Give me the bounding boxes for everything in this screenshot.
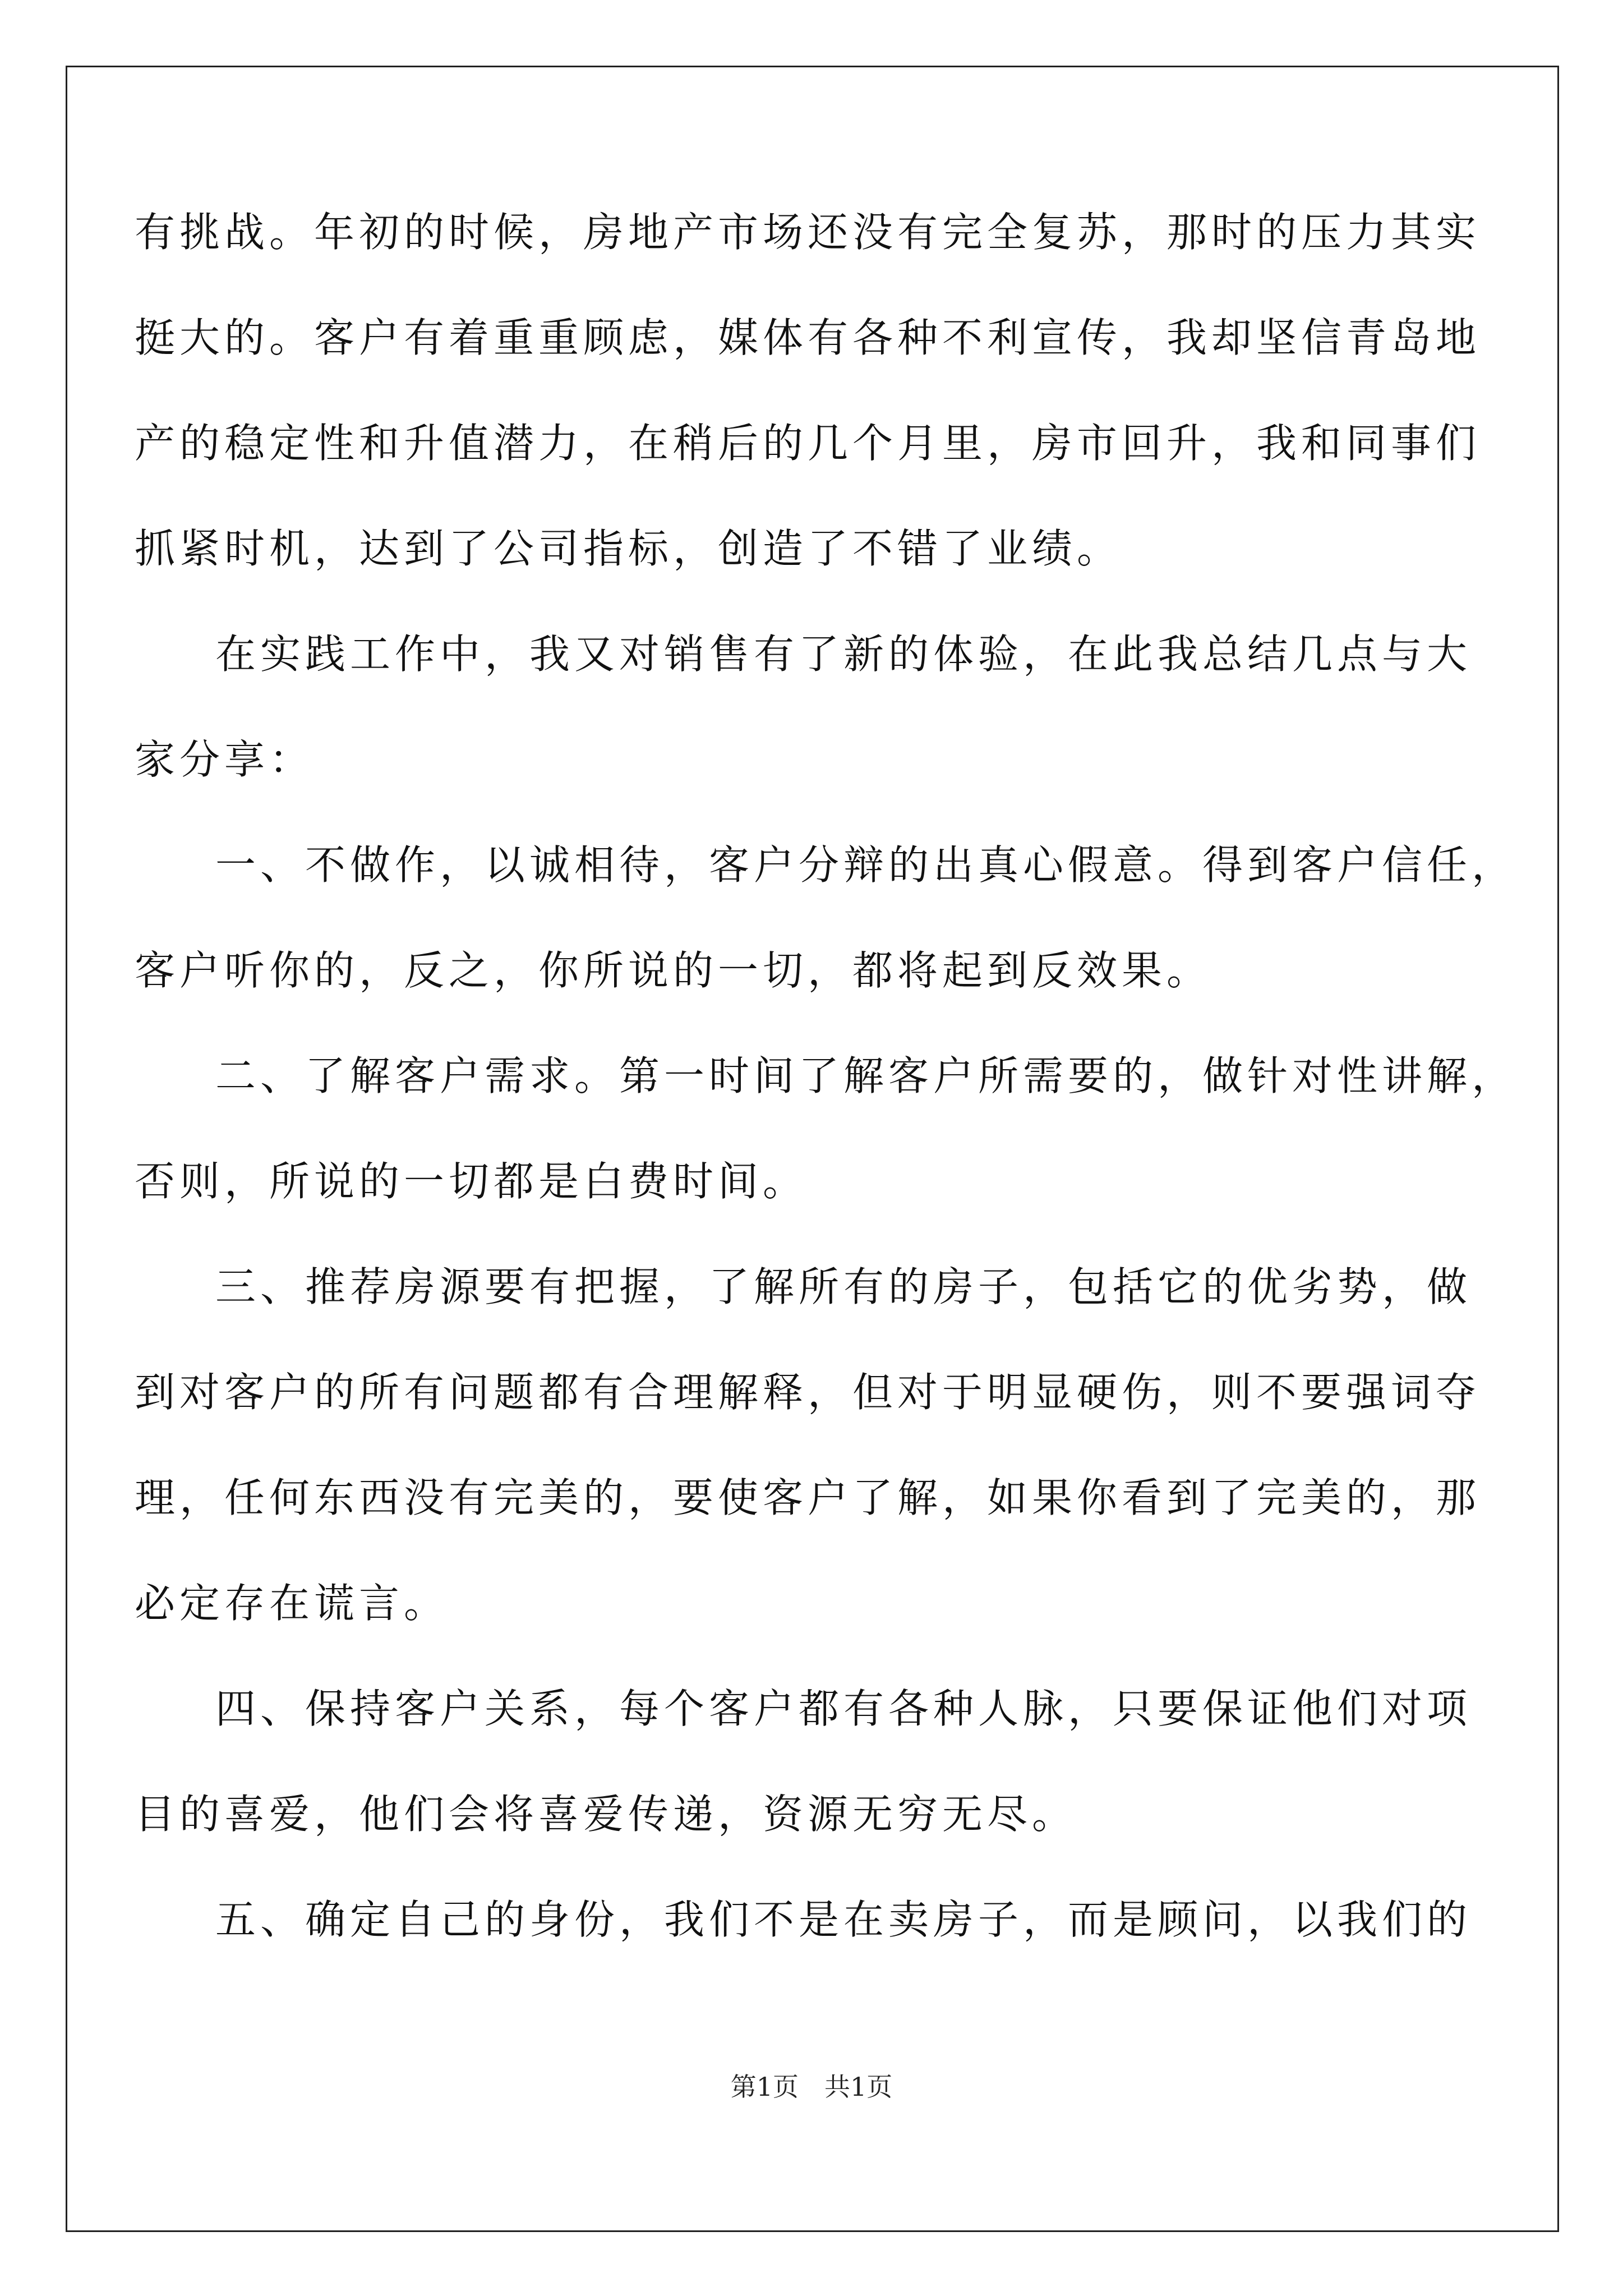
text-line: 到对客户的所有问题都有合理解释，但对于明显硬伤，则不要强词夺: [135, 1369, 1481, 1416]
text-line: 目的喜爱，他们会将喜爱传递，资源无穷无尽。: [135, 1791, 1077, 1838]
paragraph-start-line: 一、不做作，以诚相待，客户分辩的出真心假意。得到客户信任，: [215, 841, 1517, 889]
text-line: 家分享：: [135, 736, 315, 783]
page-number-footer: 第1页 共1页: [730, 2072, 893, 2102]
text-line: 理，任何东西没有完美的，要使客户了解，如果你看到了完美的，那: [135, 1474, 1481, 1521]
text-line: 有挑战。年初的时候，房地产市场还没有完全复苏，那时的压力其实: [135, 209, 1481, 256]
paragraph-start-line: 五、确定自己的身份，我们不是在卖房子，而是顾问，以我们的: [215, 1896, 1472, 1943]
paragraph-start-line: 四、保持客户关系，每个客户都有各种人脉，只要保证他们对项: [215, 1685, 1472, 1732]
text-line: 否则，所说的一切都是白费时间。: [135, 1158, 808, 1205]
text-line: 抓紧时机，达到了公司指标，创造了不错了业绩。: [135, 525, 1122, 572]
text-line: 产的稳定性和升值潜力，在稍后的几个月里，房市回升，我和同事们: [135, 420, 1481, 467]
paragraph-start-line: 二、了解客户需求。第一时间了解客户所需要的，做针对性讲解，: [215, 1052, 1517, 1099]
text-line: 挺大的。客户有着重重顾虑，媒体有各种不利宣传，我却坚信青岛地: [135, 314, 1481, 361]
text-line: 客户听你的，反之，你所说的一切，都将起到反效果。: [135, 947, 1212, 994]
paragraph-start-line: 在实践工作中，我又对销售有了新的体验，在此我总结几点与大: [215, 631, 1472, 678]
text-line: 必定存在谎言。: [135, 1580, 449, 1627]
paragraph-start-line: 三、推荐房源要有把握，了解所有的房子，包括它的优劣势，做: [215, 1263, 1472, 1310]
